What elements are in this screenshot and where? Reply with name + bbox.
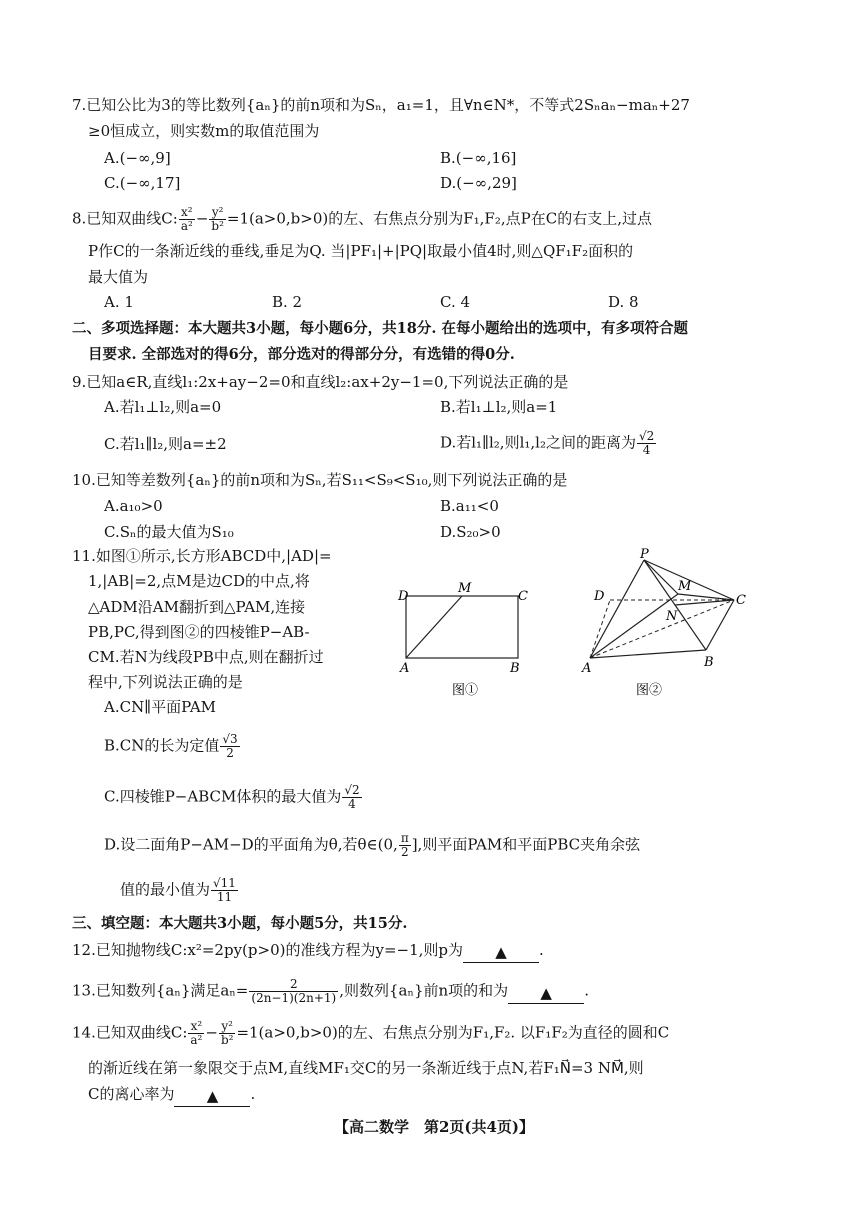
edge-mc (678, 594, 734, 600)
q11-option-c-text: C.四棱锥P−ABCM体积的最大值为 (104, 787, 342, 806)
q14-frac-x-den: a² (190, 1033, 203, 1047)
fig1-caption: 图① (452, 683, 479, 698)
section2-heading-line1: 二、多项选择题：本大题共3小题，每小题6分，共18分. 在每小题给出的选项中，有多项符合题 (72, 320, 688, 337)
edge-ab (590, 650, 706, 658)
q13-stem (72, 978, 589, 1005)
q11-option-b-text: B.CN的长为定值 (104, 736, 220, 755)
q8-option-b: B. 2 (272, 293, 303, 311)
q14-stem-line1 (72, 1020, 669, 1047)
fig1-label-m: M (458, 581, 472, 596)
q8-fraction-y (209, 206, 226, 233)
section2-heading-line2: 目要求. 全部选对的得6分，部分选对的得部分分，有选错的得0分. (88, 346, 515, 363)
q9-option-a: A.若l₁⊥l₂,则a=0 (104, 398, 222, 416)
q12-answer-blank (463, 942, 539, 963)
q14-triangle-mark: ▲ (206, 1087, 219, 1105)
q8-stem-line2: P作C的一条渐近线的垂线,垂足为Q. 当|PF₁|+|PQ|取最小值4时,则△QF₁F₂面积的 (88, 242, 634, 260)
q7-option-d: D.(−∞,29] (440, 174, 517, 192)
edge-ad-dashed (590, 600, 610, 658)
q8-frac-x-num: x² (179, 206, 195, 220)
q11-option-d-line2 (120, 877, 239, 904)
q13-answer-blank (508, 983, 584, 1004)
q14-stem-text3: C的离心率为 (88, 1085, 175, 1103)
q11-option-d-line1 (104, 832, 640, 859)
q14-frac-y-num: y² (219, 1020, 236, 1034)
q11-option-c (104, 784, 363, 811)
edge-ac-dashed (590, 600, 734, 658)
q7-stem-line2: ≥0恒成立，则实数m的取值范围为 (88, 122, 320, 140)
q8-option-a: A. 1 (104, 293, 134, 311)
figure-1-rectangle-diagram (392, 552, 542, 704)
fig2-label-b: B (704, 655, 714, 670)
q11-option-b-fraction (220, 733, 239, 760)
q11-c-den: 4 (348, 797, 356, 811)
q11-option-d-fraction (211, 877, 238, 904)
page-footer: 【高二数学 第2页(共4页)】 (333, 1118, 535, 1136)
q11-stem-line3: △ADM沿AM翻折到△PAM,连接 (88, 598, 306, 616)
q8-option-c: C. 4 (440, 293, 471, 311)
q11-d-pi-num: π (400, 831, 409, 845)
fig2-label-a: A (582, 661, 592, 676)
fig2-label-d: D (594, 589, 605, 604)
q11-b-den: 2 (226, 746, 234, 760)
q13-num: 2 (249, 978, 338, 992)
q11-stem-line4: PB,PC,得到图②的四棱锥P−AB- (88, 623, 310, 641)
q11-d-pi-den: 2 (400, 845, 409, 859)
q14-stem-suffix: =1(a>0,b>0)的左、右焦点分别为F₁,F₂. 以F₁F₂为直径的圆和C (236, 1023, 670, 1042)
q8-frac-y-den: b² (211, 219, 224, 233)
q13-stem-text1: 13.已知数列{aₙ}满足aₙ= (72, 981, 249, 1000)
q11-d-den: 11 (216, 890, 233, 904)
q14-stem-line2: 的渐近线在第一象限交于点M,直线MF₁交C的另一条渐近线于点N,若F₁N⃗=3 NM⃗,则 (88, 1059, 644, 1077)
q11-option-a: A.CN∥平面PAM (104, 698, 217, 716)
q9-option-d (440, 430, 657, 457)
edge-ap (590, 560, 644, 658)
q14-answer-blank (174, 1086, 250, 1107)
q8-stem-line3: 最大值为 (88, 268, 149, 286)
q14-frac-y-den: b² (220, 1033, 234, 1047)
q11-stem-line5: CM.若N为线段PB中点,则在翻折过 (88, 648, 324, 666)
q12-stem (72, 940, 544, 961)
q9-option-d-text: D.若l₁∥l₂,则l₁,l₂之间的距离为 (440, 433, 636, 452)
q13-stem-text2: ,则数列{aₙ}前n项的和为 (339, 981, 509, 1000)
q11-option-d-text1: D.设二面角P−AM−D的平面角为θ,若θ∈(0, (104, 835, 398, 854)
fig2-label-m: M (678, 579, 692, 594)
q12-end: . (539, 941, 544, 959)
q9-d-num: √2 (638, 429, 655, 443)
q11-option-b (104, 733, 241, 760)
segment-nc (675, 600, 734, 605)
q9-option-d-fraction (637, 430, 656, 457)
q11-d-num: √11 (213, 876, 236, 890)
q8-stem-suffix: =1(a>0,b>0)的左、右焦点分别为F₁,F₂,点P在C的右支上,过点 (226, 209, 652, 228)
q12-stem-text: 12.已知抛物线C:x²=2py(p>0)的准线方程为y=−1,则p为 (72, 941, 463, 959)
q11-c-num: √2 (344, 783, 360, 797)
q13-fraction (249, 978, 338, 1005)
q14-end: . (250, 1085, 256, 1103)
q14-fraction-y (219, 1020, 236, 1047)
edge-pm (644, 560, 678, 594)
q12-triangle-mark: ▲ (495, 943, 507, 961)
q14-stem-line3 (88, 1084, 255, 1105)
q14-fraction-x (188, 1020, 204, 1047)
q8-option-d: D. 8 (608, 293, 639, 311)
q14-minus: − (205, 1023, 218, 1042)
edge-bc (706, 600, 734, 650)
q8-minus: − (195, 209, 209, 228)
q9-d-den: 4 (642, 443, 651, 457)
q13-den: (2n−1)(2n+1) (251, 991, 337, 1005)
fig1-label-d: D (398, 589, 409, 604)
q11-stem-line2: 1,|AB|=2,点M是边CD的中点,将 (88, 572, 310, 590)
q8-fraction-x (179, 206, 195, 233)
segment-am (406, 596, 462, 658)
fig1-label-b: B (510, 661, 520, 676)
q8-frac-y-num: y² (209, 206, 226, 220)
fig1-label-c: C (518, 589, 528, 604)
q13-end: . (584, 981, 589, 1000)
q11-stem-line6: 程中,下列说法正确的是 (88, 673, 243, 691)
section3-heading: 三、填空题：本大题共3小题，每小题5分，共15分. (72, 915, 408, 932)
q7-option-a: A.(−∞,9] (104, 149, 171, 167)
q10-option-d: D.S₂₀>0 (440, 523, 501, 541)
q10-option-b: B.a₁₁<0 (440, 497, 499, 515)
q11-stem-line1: 11.如图①所示,长方形ABCD中,|AD|= (72, 547, 332, 565)
q10-option-a: A.a₁₀>0 (104, 497, 163, 515)
q11-option-d-text3: 值的最小值为 (120, 880, 211, 899)
q8-stem-prefix: 8.已知双曲线C: (72, 209, 178, 228)
q11-option-d-text2: ],则平面PAM和平面PBC夹角余弦 (411, 835, 641, 854)
q11-option-d-pi-fraction (399, 832, 411, 859)
q8-stem-line1 (72, 206, 652, 233)
q14-stem-prefix: 14.已知双曲线C: (72, 1023, 188, 1042)
q10-option-c: C.Sₙ的最大值为S₁₀ (104, 523, 234, 541)
q9-stem: 9.已知a∈R,直线l₁:2x+ay−2=0和直线l₂:ax+2y−1=0,下列说法正确的是 (72, 373, 569, 391)
q8-frac-x-den: a² (180, 219, 193, 233)
q11-b-num: √3 (222, 732, 238, 746)
q9-option-b: B.若l₁⊥l₂,则a=1 (440, 398, 558, 416)
fig2-label-c: C (736, 593, 746, 608)
fig2-label-p: P (640, 547, 649, 562)
fig1-label-a: A (400, 661, 410, 676)
figure-2-pyramid-diagram (578, 546, 758, 704)
q7-stem-line1: 7.已知公比为3的等比数列{aₙ}的前n项和为Sₙ，a₁=1，且∀n∈N*，不等式2Sₙaₙ−maₙ+27 (72, 96, 690, 114)
q14-frac-x-num: x² (188, 1020, 204, 1034)
q7-option-b: B.(−∞,16] (440, 149, 517, 167)
fig2-caption: 图② (636, 683, 663, 698)
q10-stem: 10.已知等差数列{aₙ}的前n项和为Sₙ,若S₁₁<S₉<S₁₀,则下列说法正确的是 (72, 471, 568, 489)
fig2-label-n: N (666, 609, 678, 624)
q9-option-c: C.若l₁∥l₂,则a=±2 (104, 435, 227, 453)
q7-option-c: C.(−∞,17] (104, 174, 181, 192)
rect-abcd (406, 596, 518, 658)
q11-option-c-fraction (342, 784, 361, 811)
q13-triangle-mark: ▲ (540, 983, 552, 1002)
